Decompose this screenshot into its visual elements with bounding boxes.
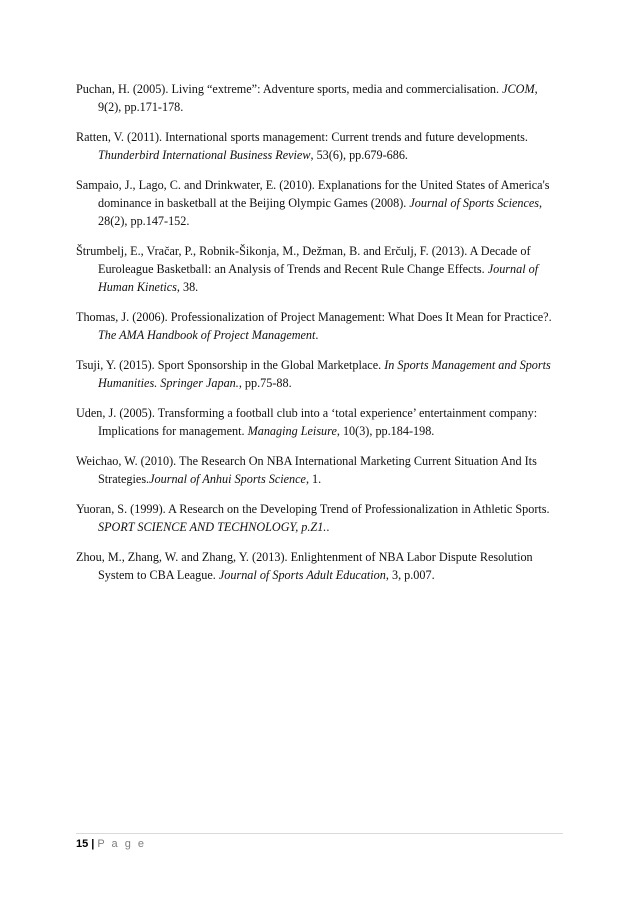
reference-entry: Yuoran, S. (1999). A Research on the Developing Trend of Professionalization in Athletic Sports. SPORT SCIENCE AND TECHNOLOGY, p.Z1..: [76, 502, 550, 534]
footer-divider: [76, 833, 563, 834]
footer-separator: |: [91, 838, 95, 850]
page-number: 15: [76, 838, 89, 850]
reference-entry: Thomas, J. (2006). Professionalization of Project Management: What Does It Mean for Practice?. The AMA Handbook of Project Management.: [76, 310, 552, 342]
reference-entry: Zhou, M., Zhang, W. and Zhang, Y. (2013). Enlightenment of NBA Labor Dispute Resolution System to CBA League. Journal of Sports Adult Education, 3, p.007.: [76, 550, 533, 582]
reference-entry: Štrumbelj, E., Vračar, P., Robnik-Šikonja, M., Dežman, B. and Erčulj, F. (2013). A Decade of Euroleague Basketball: an Analysis of Trends and Recent Rule Change Effects. Journal of Human Kinetics, 38.: [76, 244, 539, 294]
reference-entry: Uden, J. (2005). Transforming a football club into a ‘total experience’ entertainment company: Implications for management. Managing Leisure, 10(3), pp.184-198.: [76, 406, 538, 438]
reference-entry: Weichao, W. (2010). The Research On NBA International Marketing Current Situation And Its Strategies.Journal of Anhui Sports Science, 1.: [76, 454, 537, 486]
reference-entry: Sampaio, J., Lago, C. and Drinkwater, E. (2010). Explanations for the United States of America's dominance in basketball at the Beijing Olympic Games (2008). Journal of Sports Sciences, 28(2), pp.147-152.: [76, 178, 550, 228]
page-label: P a g e: [97, 838, 146, 850]
reference-entry: Puchan, H. (2005). Living “extreme”: Adventure sports, media and commercialisation. JCOM, 9(2), pp.171-178.: [76, 82, 538, 114]
page-footer: [76, 838, 146, 850]
reference-list: [76, 80, 556, 596]
reference-entry: Ratten, V. (2011). International sports management: Current trends and future developments. Thunderbird International Business Review, 53(6), pp.679-686.: [76, 130, 528, 162]
reference-entry: Tsuji, Y. (2015). Sport Sponsorship in the Global Marketplace. In Sports Management and Sports Humanities. Springer Japan., pp.75-88.: [76, 358, 551, 390]
